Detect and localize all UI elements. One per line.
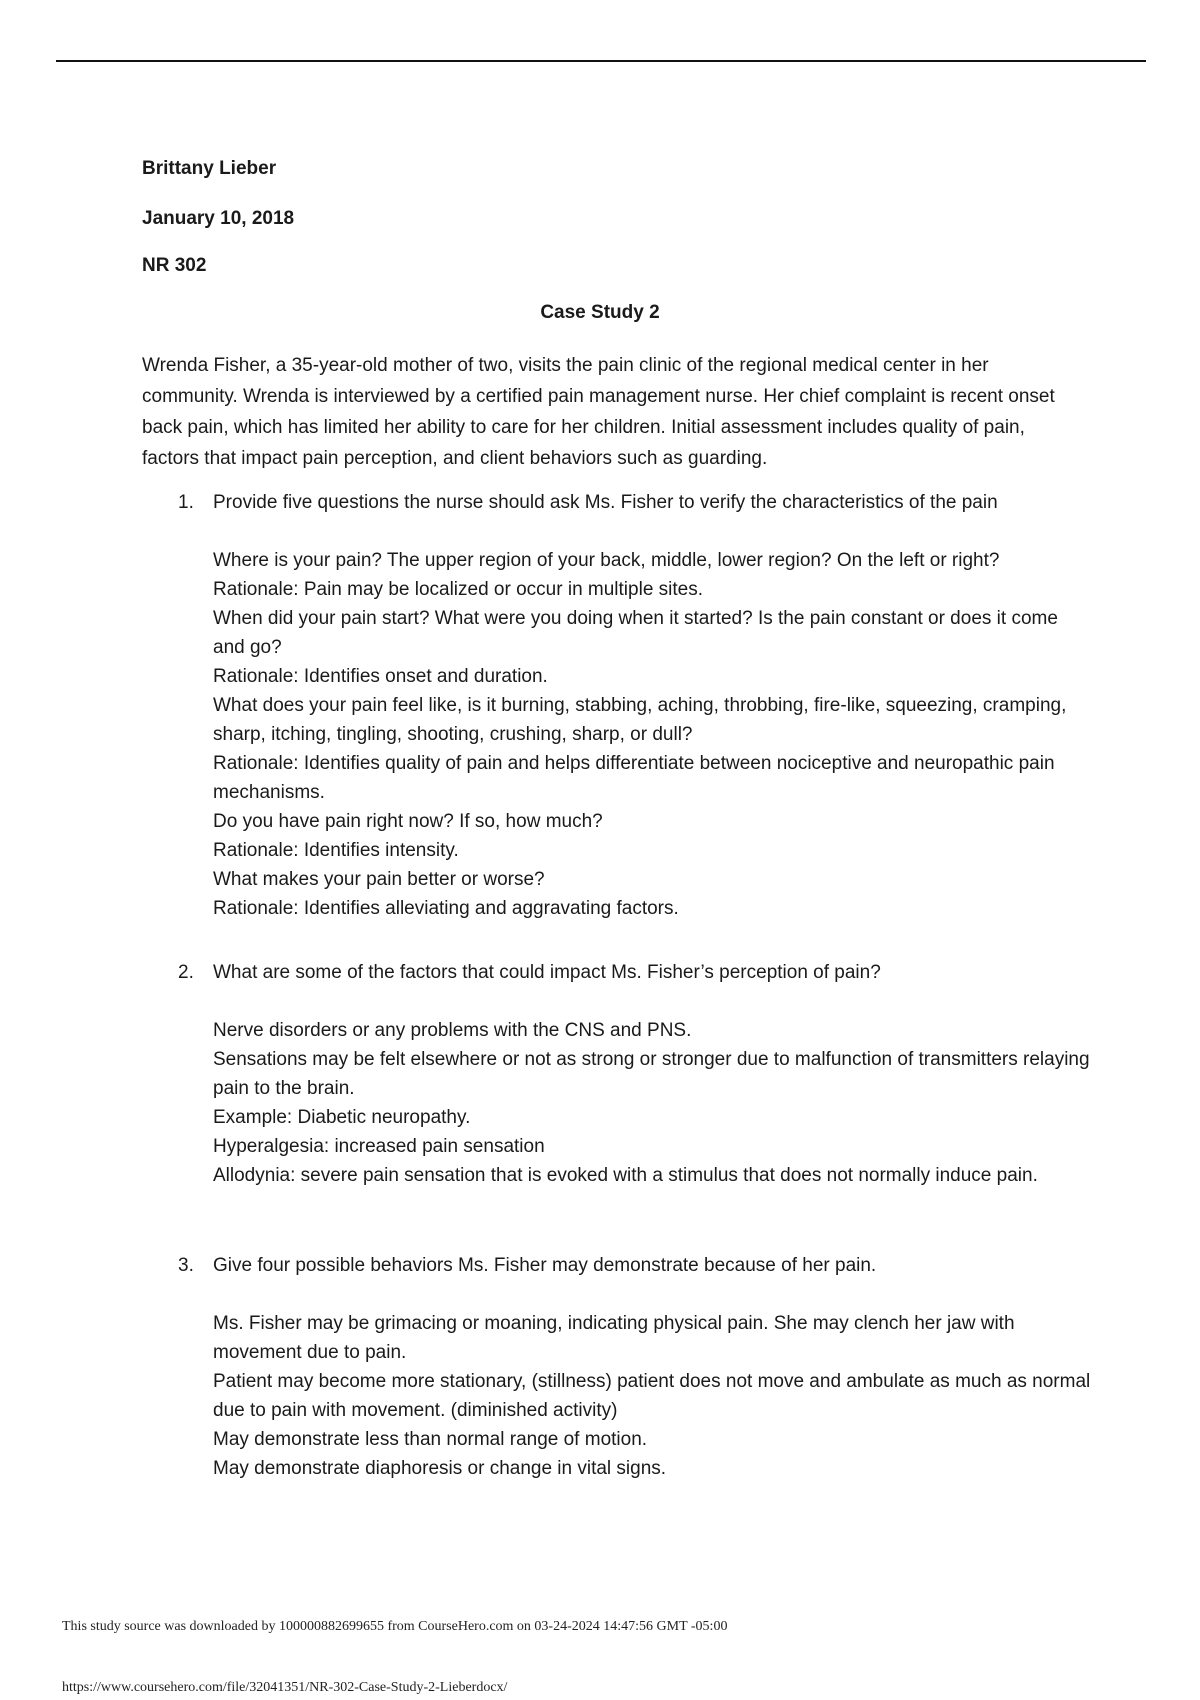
answer-line: What does your pain feel like, is it burning, stabbing, aching, throbbing, fire-like, squeezing, cramping, sharp, itching, tingling, shooting, crushing, sharp, or dull? [213, 695, 1067, 745]
course-code: NR 302 [142, 255, 207, 276]
answer-line: Rationale: Identifies intensity. [213, 840, 459, 861]
answer-line: Sensations may be felt elsewhere or not as strong or stronger due to malfunction of transmitters relaying pain to the brain. [213, 1049, 1090, 1099]
download-source-notice: This study source was downloaded by 100000882699655 from CourseHero.com on 03-24-2024 14:47:56 GMT -05:00 [62, 1619, 728, 1634]
answer-line: May demonstrate less than normal range of motion. [213, 1429, 648, 1450]
question-number: 2. [178, 962, 194, 983]
answer-line: What makes your pain better or worse? [213, 869, 545, 890]
answer-line: May demonstrate diaphoresis or change in vital signs. [213, 1458, 667, 1479]
answer-line: Rationale: Pain may be localized or occur in multiple sites. [213, 579, 704, 600]
question-text: Provide five questions the nurse should ask Ms. Fisher to verify the characteristics of the pain [213, 492, 998, 513]
answer-list-3 [213, 1309, 1093, 1483]
answer-line: Allodynia: severe pain sensation that is evoked with a stimulus that does not normally induce pain. [213, 1165, 1038, 1186]
question-number: 1. [178, 492, 194, 513]
top-rule [56, 60, 1146, 62]
answer-line: Hyperalgesia: increased pain sensation [213, 1136, 545, 1157]
answer-line: Do you have pain right now? If so, how much? [213, 811, 603, 832]
answer-line: Example: Diabetic neuropathy. [213, 1107, 471, 1128]
question-text: Give four possible behaviors Ms. Fisher may demonstrate because of her pain. [213, 1255, 877, 1276]
document-title: Case Study 2 [540, 302, 660, 323]
question-number: 3. [178, 1255, 194, 1276]
intro-paragraph: Wrenda Fisher, a 35-year-old mother of two, visits the pain clinic of the regional medical center in her community. Wrenda is interviewed by a certified pain management nurse. Her chief complaint is recent onset back pain, which has limited her ability to care for her children. Initial assessment includes quality of pain, factors that impact pain perception, and client behaviors such as guarding. [142, 355, 1055, 469]
author-name: Brittany Lieber [142, 158, 277, 179]
answer-list-2 [213, 1016, 1093, 1190]
answer-line: Patient may become more stationary, (stillness) patient does not move and ambulate as much as normal due to pain with movement. (diminished activity) [213, 1371, 1091, 1421]
question-text: What are some of the factors that could impact Ms. Fisher’s perception of pain? [213, 962, 881, 983]
answer-line: Rationale: Identifies alleviating and aggravating factors. [213, 898, 679, 919]
answer-line: Ms. Fisher may be grimacing or moaning, indicating physical pain. She may clench her jaw with movement due to pain. [213, 1313, 1015, 1363]
document-date: January 10, 2018 [142, 208, 295, 229]
answer-line: When did your pain start? What were you doing when it started? Is the pain constant or does it come and go? [213, 608, 1058, 658]
answer-line: Where is your pain? The upper region of your back, middle, lower region? On the left or right? [213, 550, 1000, 571]
answer-line: Nerve disorders or any problems with the CNS and PNS. [213, 1020, 692, 1041]
answer-list-1 [213, 546, 1093, 923]
source-url[interactable]: https://www.coursehero.com/file/32041351/NR-302-Case-Study-2-Lieberdocx/ [62, 1680, 508, 1695]
answer-line: Rationale: Identifies onset and duration. [213, 666, 548, 687]
answer-line: Rationale: Identifies quality of pain and helps differentiate between nociceptive and neuropathic pain mechanisms. [213, 753, 1055, 803]
